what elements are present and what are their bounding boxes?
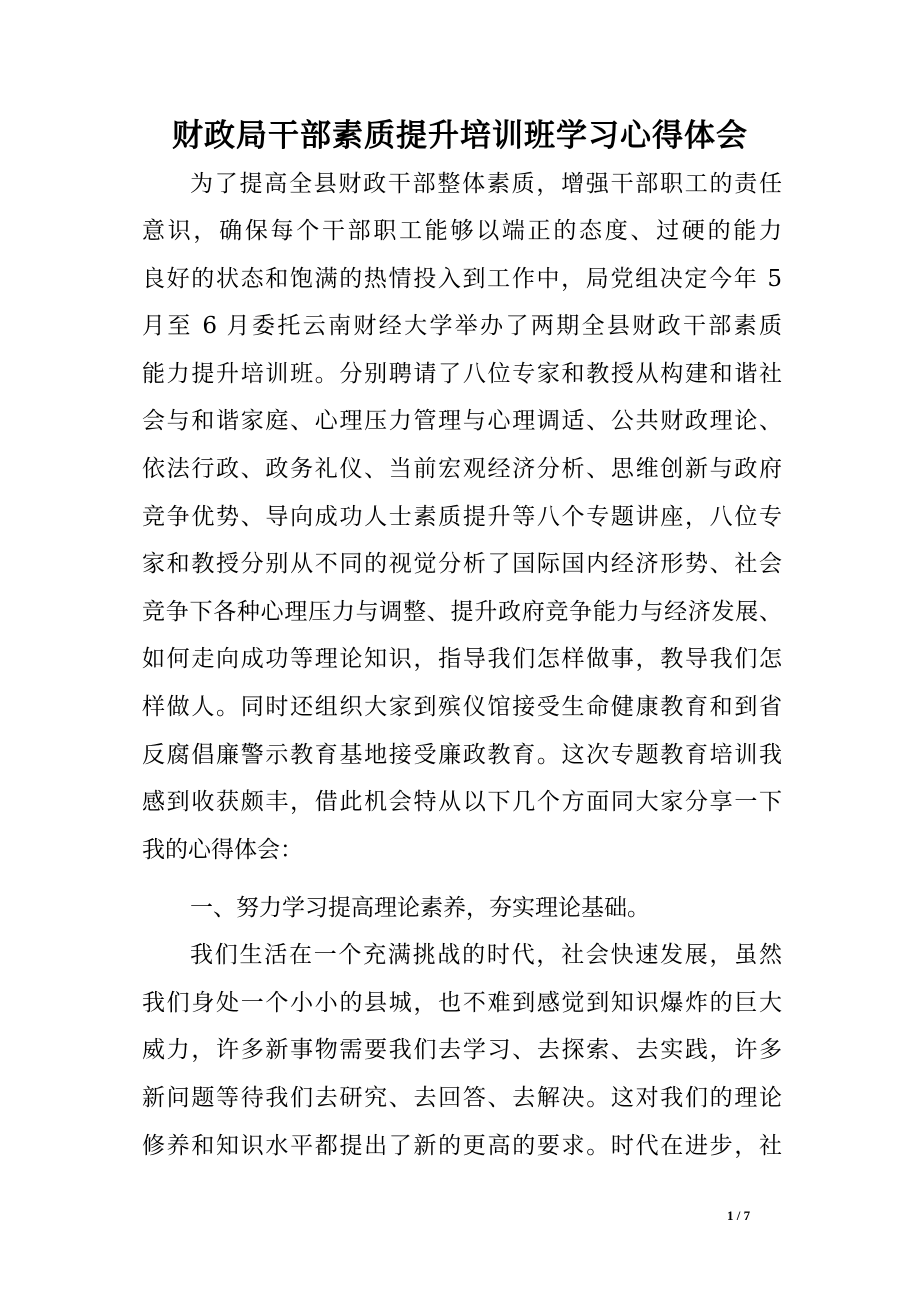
body-line: 依法行政、政务礼仪、当前宏观经济分析、思维创新与政府: [142, 456, 782, 482]
body-line: 如何走向成功等理论知识，指导我们怎样做事，教导我们怎: [142, 646, 782, 672]
body-line: 为了提高全县财政干部整体素质，增强干部职工的责任: [190, 171, 782, 197]
body-line: 我们生活在一个充满挑战的时代，社会快速发展，虽然: [190, 942, 782, 968]
page-number: 1 / 7: [727, 1208, 751, 1223]
body-line: 我的心得体会：: [142, 837, 303, 863]
body-line: 良好的状态和饱满的热情投入到工作中，局党组决定今年 5: [142, 266, 782, 292]
body-line: 我们身处一个小小的县城，也不难到感觉到知识爆炸的巨大: [142, 990, 782, 1016]
body-line: 家和教授分别从不同的视觉分析了国际国内经济形势、社会: [142, 551, 782, 577]
body-line: 修养和知识水平都提出了新的更高的要求。时代在进步，社: [142, 1133, 782, 1159]
body-line: 意识，确保每个干部职工能够以端正的态度、过硬的能力: [142, 218, 782, 244]
body-line: 会与和谐家庭、心理压力管理与心理调适、公共财政理论、: [142, 408, 782, 434]
body-line: 感到收获颇丰，借此机会特从以下几个方面同大家分享一下: [142, 789, 782, 815]
body-line: 威力，许多新事物需要我们去学习、去探索、去实践，许多: [142, 1037, 782, 1063]
body-line: 能力提升培训班。分别聘请了八位专家和教授从构建和谐社: [142, 361, 782, 387]
body-line: 月至 6 月委托云南财经大学举办了两期全县财政干部素质: [142, 313, 782, 339]
section-heading: 一、努力学习提高理论素养，夯实理论基础。: [190, 895, 650, 921]
body-line: 新问题等待我们去研究、去回答、去解决。这对我们的理论: [142, 1085, 782, 1111]
document-title: 财政局干部素质提升培训班学习心得体会: [172, 118, 748, 154]
body-line: 竞争下各种心理压力与调整、提升政府竞争能力与经济发展、: [142, 599, 782, 625]
body-line: 竞争优势、导向成功人士素质提升等八个专题讲座，八位专: [142, 504, 782, 530]
body-line: 样做人。同时还组织大家到殡仪馆接受生命健康教育和到省: [142, 694, 782, 720]
body-line: 反腐倡廉警示教育基地接受廉政教育。这次专题教育培训我: [142, 742, 782, 768]
